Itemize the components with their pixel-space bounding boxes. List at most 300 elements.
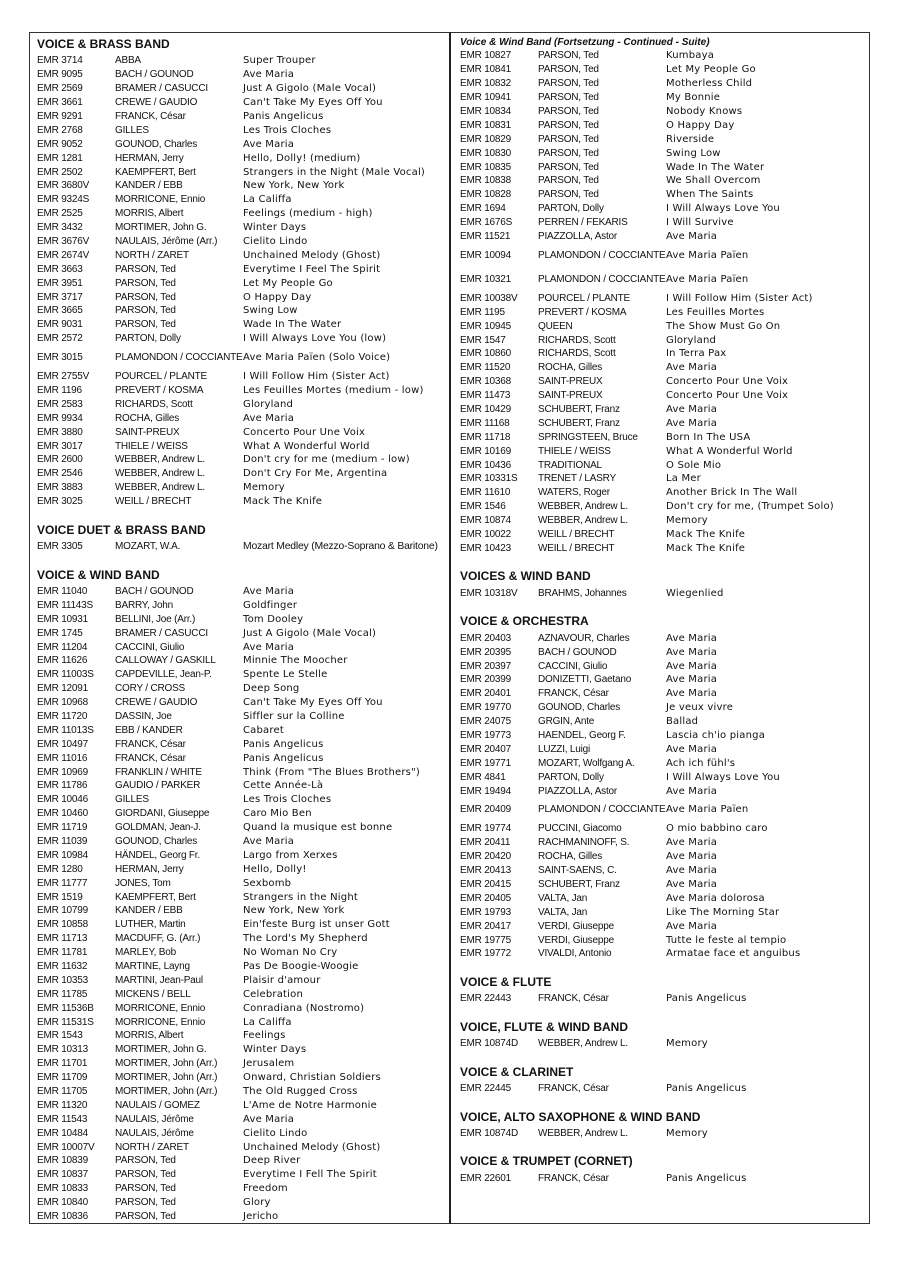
order-code: EMR 10460: [37, 808, 89, 820]
catalog-row: [460, 891, 865, 905]
catalog-row: [37, 304, 449, 318]
section-gap: [460, 1006, 865, 1019]
order-code: EMR 11003S: [37, 669, 94, 681]
composer: RACHMANINOFF, S.: [538, 837, 630, 849]
catalog-row: [460, 444, 865, 458]
order-code: EMR 3680V: [37, 180, 90, 192]
order-code: EMR 10353: [37, 974, 89, 986]
catalog-row: [460, 729, 865, 743]
composer: VIVALDI, Antonio: [538, 948, 612, 960]
catalog-row: [460, 243, 865, 267]
catalog-row: [37, 82, 449, 96]
composer: SPRINGSTEEN, Bruce: [538, 431, 638, 443]
piece-title: Winter Days: [243, 1044, 307, 1056]
catalog-row: [460, 202, 865, 216]
catalog-row: [460, 947, 865, 961]
composer: KANDER / EBB: [115, 180, 183, 192]
composer: RICHARDS, Scott: [115, 398, 193, 410]
catalog-row: [460, 91, 865, 105]
order-code: EMR 11785: [37, 988, 88, 1000]
order-code: EMR 20403: [460, 632, 512, 644]
order-code: EMR 1519: [37, 891, 83, 903]
order-code: EMR 4841: [460, 771, 506, 783]
catalog-row: [460, 528, 865, 542]
catalog-row: [37, 793, 449, 807]
piece-title: Motherless Child: [666, 78, 753, 90]
catalog-row: [37, 165, 449, 179]
composer: MICKENS / BELL: [115, 988, 191, 1000]
catalog-row: [460, 864, 865, 878]
section-title: VOICE & TRUMPET (CORNET): [460, 1154, 633, 1169]
composer: MARTINI, Jean-Paul: [115, 974, 203, 986]
composer: HERMAN, Jerry: [115, 863, 184, 875]
section-gap: [37, 554, 449, 567]
composer: PARSON, Ted: [115, 1169, 176, 1181]
piece-title: Memory: [666, 1127, 708, 1139]
section-gap: [460, 1140, 865, 1153]
order-code: EMR 11610: [460, 487, 511, 499]
piece-title: L'Ame de Notre Harmonie: [243, 1099, 377, 1111]
catalog-row: [37, 1029, 449, 1043]
composer: BELLINI, Joe (Arr.): [115, 613, 196, 625]
composer: PARSON, Ted: [115, 263, 176, 275]
catalog-row: [460, 291, 865, 305]
piece-title: Everytime I Fell The Spirit: [243, 1169, 377, 1181]
catalog-row: [37, 151, 449, 165]
catalog-row: [460, 216, 865, 230]
piece-title: Don't Cry For Me, Argentina: [243, 468, 388, 480]
piece-title: Ave Maria: [666, 646, 718, 658]
catalog-row: [460, 742, 865, 756]
order-code: EMR 19494: [460, 785, 512, 797]
order-code: EMR 12091: [37, 683, 89, 695]
order-code: EMR 10833: [37, 1183, 89, 1195]
catalog-row: [460, 756, 865, 770]
section-title: VOICE & ORCHESTRA: [460, 614, 589, 629]
composer: WEBBER, Andrew L.: [115, 482, 205, 494]
catalog-row: [460, 878, 865, 892]
order-code: EMR 11713: [37, 933, 88, 945]
composer: EBB / KANDER: [115, 724, 183, 736]
composer: PARTON, Dolly: [538, 771, 604, 783]
order-code: EMR 3951: [37, 277, 83, 289]
piece-title: Deep River: [243, 1155, 301, 1167]
catalog-section: [460, 1064, 865, 1096]
order-code: EMR 11320: [37, 1099, 88, 1111]
composer: WEILL / BRECHT: [115, 496, 192, 508]
piece-title: Ave Maria: [666, 785, 718, 797]
catalog-row: [37, 640, 449, 654]
catalog-row: [460, 333, 865, 347]
order-code: EMR 1546: [460, 501, 506, 513]
composer: MACDUFF, G. (Arr.): [115, 933, 201, 945]
catalog-row: [37, 370, 449, 384]
composer: PARSON, Ted: [115, 291, 176, 303]
piece-title: Just A Gigolo (Male Vocal): [243, 83, 377, 95]
composer: MORRIS, Albert: [115, 208, 184, 220]
composer: GOLDMAN, Jean-J.: [115, 822, 201, 834]
piece-title: Sexbomb: [243, 877, 292, 889]
composer: MORTIMER, John (Arr.): [115, 1058, 218, 1070]
composer: FRANCK, César: [538, 1083, 609, 1095]
composer: PARSON, Ted: [538, 175, 599, 187]
piece-title: The Show Must Go On: [666, 320, 781, 332]
order-code: EMR 11720: [37, 710, 88, 722]
composer: HAENDEL, Georg F.: [538, 729, 626, 741]
catalog-row: [37, 123, 449, 137]
order-code: EMR 11013S: [37, 724, 94, 736]
catalog-row: [460, 992, 865, 1006]
piece-title: Les Trois Cloches: [243, 794, 332, 806]
piece-title: Strangers in the Night: [243, 891, 358, 903]
piece-title: Ave Maria: [666, 878, 718, 890]
piece-title: Lascia ch'io pianga: [666, 729, 766, 741]
piece-title: Ave Maria: [243, 138, 295, 150]
catalog-row: [37, 193, 449, 207]
order-code: EMR 2525: [37, 208, 83, 220]
composer: PARSON, Ted: [538, 106, 599, 117]
catalog-section: [460, 613, 865, 961]
order-code: EMR 10429: [460, 404, 512, 416]
piece-title: Gloryland: [666, 334, 717, 346]
composer: PREVERT / KOSMA: [115, 385, 204, 397]
order-code: EMR 11531S: [37, 1016, 94, 1028]
catalog-row: [460, 63, 865, 77]
piece-title: We Shall Overcom: [666, 175, 761, 187]
catalog-section: [37, 522, 449, 554]
order-code: EMR 10038V: [460, 292, 518, 304]
piece-title: Ave Maria: [666, 865, 718, 877]
composer: ROCHA, Gilles: [538, 362, 603, 374]
order-code: EMR 10945: [460, 320, 512, 332]
order-code: EMR 10046: [37, 794, 89, 806]
catalog-section: [460, 36, 865, 555]
catalog-row: [37, 207, 449, 221]
order-code: EMR 2768: [37, 124, 83, 136]
composer: PARSON, Ted: [538, 92, 599, 104]
catalog-row: [37, 932, 449, 946]
order-code: EMR 10838: [460, 175, 512, 187]
catalog-row: [37, 411, 449, 425]
order-code: EMR 10836: [37, 1211, 89, 1223]
piece-title: Born In The USA: [666, 431, 751, 443]
piece-title: Cielito Lindo: [243, 236, 308, 248]
catalog-row: [460, 389, 865, 403]
order-code: EMR 20415: [460, 878, 512, 890]
catalog-row: [37, 765, 449, 779]
composer: FRANCK, César: [115, 111, 186, 122]
catalog-row: [37, 723, 449, 737]
catalog-row: [37, 960, 449, 974]
composer: GILLES: [115, 794, 149, 806]
composer: PARSON, Ted: [538, 161, 599, 173]
composer: FRANCK, César: [538, 993, 609, 1005]
order-code: EMR 2569: [37, 83, 83, 95]
order-code: EMR 2546: [37, 468, 83, 480]
catalog-row: [37, 710, 449, 724]
composer: WEBBER, Andrew L.: [538, 501, 628, 513]
order-code: EMR 1281: [37, 152, 83, 164]
composer: MORRICONE, Ennio: [115, 1002, 206, 1014]
composer: GAUDIO / PARKER: [115, 780, 201, 792]
section-gap: [460, 961, 865, 974]
piece-title: Mack The Knife: [666, 529, 746, 541]
composer: WEBBER, Andrew L.: [538, 1038, 628, 1050]
catalog-row: [460, 230, 865, 244]
order-code: EMR 10840: [37, 1197, 89, 1209]
composer: PARSON, Ted: [115, 1211, 176, 1223]
order-code: EMR 10318V: [460, 587, 518, 599]
composer: CALLOWAY / GASKILL: [115, 655, 216, 667]
catalog-row: [37, 626, 449, 640]
piece-title: Plaisir d'amour: [243, 974, 321, 986]
order-code: EMR 22445: [460, 1083, 512, 1095]
piece-title: O Happy Day: [666, 119, 735, 131]
piece-title: What A Wonderful World: [666, 445, 793, 457]
catalog-section: [460, 1109, 865, 1141]
catalog-row: [460, 146, 865, 160]
catalog-row: [460, 586, 865, 600]
piece-title: Glory: [243, 1197, 271, 1209]
catalog-row: [37, 848, 449, 862]
piece-title: Winter Days: [243, 222, 307, 234]
order-code: EMR 3717: [37, 291, 83, 303]
composer: KAEMPFERT, Bert: [115, 166, 196, 178]
catalog-row: [37, 1210, 449, 1224]
composer: BRAMER / CASUCCI: [115, 83, 208, 95]
order-code: EMR 10841: [460, 64, 512, 76]
catalog-row: [37, 495, 449, 509]
composer: MORRICONE, Ennio: [115, 1016, 206, 1028]
order-code: EMR 3665: [37, 305, 83, 317]
piece-title: Gloryland: [243, 398, 294, 410]
catalog-row: [460, 458, 865, 472]
order-code: EMR 10874D: [460, 1038, 519, 1050]
composer: GIORDANI, Giuseppe: [115, 808, 210, 820]
order-code: EMR 20407: [460, 743, 512, 755]
composer: TRENET / LASRY: [538, 473, 616, 485]
order-code: EMR 19793: [460, 906, 512, 918]
piece-title: Je veux vivre: [666, 702, 734, 714]
piece-title: I Will Follow Him (Sister Act): [666, 292, 813, 304]
composer: JONES, Tom: [115, 877, 171, 889]
catalog-row: [37, 1196, 449, 1210]
piece-title: Ave Maria: [666, 660, 718, 672]
order-code: EMR 20405: [460, 892, 512, 904]
catalog-row: [37, 696, 449, 710]
piece-title: Tutte le feste al tempio: [666, 934, 787, 946]
order-code: EMR 10368: [460, 376, 512, 388]
composer: MORTIMER, John G.: [115, 1044, 207, 1056]
piece-title: Ave Maria Païen: [666, 249, 749, 261]
piece-title: Wade In The Water: [666, 161, 765, 173]
order-code: EMR 19774: [460, 823, 512, 835]
piece-title: Panis Angelicus: [666, 993, 747, 1005]
piece-title: Ave Maria: [243, 835, 295, 847]
piece-title: Swing Low: [243, 305, 298, 317]
composer: FRANCK, César: [538, 1172, 609, 1184]
order-code: EMR 20409: [460, 804, 512, 816]
catalog-row: [460, 798, 865, 822]
order-code: EMR 11786: [37, 780, 88, 792]
catalog-row: [37, 876, 449, 890]
section-gap: [460, 600, 865, 613]
composer: PLAMONDON / COCCIANTE: [538, 804, 666, 816]
composer: PIAZZOLLA, Astor: [538, 785, 618, 797]
composer: PLAMONDON / COCCIANTE: [538, 249, 666, 261]
piece-title: In Terra Pax: [666, 348, 727, 360]
order-code: EMR 9291: [37, 111, 83, 122]
piece-title: New York, New York: [243, 905, 345, 917]
piece-title: Concerto Pour Une Voix: [243, 426, 366, 438]
right-column: [460, 36, 865, 1185]
catalog-row: [460, 1127, 865, 1141]
catalog-row: [460, 105, 865, 119]
catalog-row: [37, 598, 449, 612]
piece-title: When The Saints: [666, 189, 754, 201]
order-code: EMR 20417: [460, 920, 512, 932]
catalog-row: [460, 673, 865, 687]
piece-title: Mack The Knife: [666, 542, 746, 554]
composer: HERMAN, Jerry: [115, 152, 184, 164]
composer: PARSON, Ted: [115, 1155, 176, 1167]
catalog-row: [460, 49, 865, 63]
piece-title: Goldfinger: [243, 599, 298, 611]
piece-title: Ballad: [666, 716, 699, 728]
order-code: EMR 11536B: [37, 1002, 94, 1014]
piece-title: The Lord's My Shepherd: [243, 933, 368, 945]
composer: HÄNDEL, Georg Fr.: [115, 849, 200, 861]
catalog-row: [37, 179, 449, 193]
piece-title: Hello, Dolly!: [243, 863, 307, 875]
composer: ROCHA, Gilles: [115, 412, 180, 424]
order-code: EMR 10831: [460, 119, 512, 131]
catalog-row: [460, 1037, 865, 1051]
piece-title: Ave Maria: [243, 1113, 295, 1125]
piece-title: Concerto Pour Une Voix: [666, 390, 789, 402]
composer: KANDER / EBB: [115, 905, 183, 917]
order-code: EMR 11016: [37, 752, 88, 764]
composer: MOZART, Wolfgang A.: [538, 757, 635, 769]
order-code: EMR 11473: [460, 390, 511, 402]
composer: WEBBER, Andrew L.: [115, 468, 205, 480]
composer: CACCINI, Giulio: [538, 660, 608, 672]
piece-title: I Will Always Love You (low): [243, 333, 387, 345]
composer: PLAMONDON / COCCIANTE: [115, 352, 243, 364]
piece-title: Ave Maria: [666, 674, 718, 686]
order-code: EMR 20411: [460, 837, 511, 849]
catalog-row: [37, 987, 449, 1001]
piece-title: O Happy Day: [243, 291, 312, 303]
piece-title: New York, New York: [243, 180, 345, 192]
piece-title: Ave Maria Païen (Solo Voice): [243, 352, 391, 364]
piece-title: La Mer: [666, 473, 701, 485]
catalog-row: [460, 770, 865, 784]
composer: NAULAIS, Jérôme: [115, 1127, 194, 1139]
composer: RICHARDS, Scott: [538, 334, 616, 346]
piece-title: Ave Maria: [666, 362, 718, 374]
left-column: [37, 36, 449, 1223]
order-code: EMR 10832: [460, 78, 512, 90]
piece-title: Ave Maria Païen: [666, 804, 749, 816]
piece-title: The Old Rugged Cross: [243, 1086, 358, 1097]
catalog-row: [460, 645, 865, 659]
catalog-row: [460, 486, 865, 500]
piece-title: Panis Angelicus: [243, 752, 324, 764]
composer: PARSON, Ted: [538, 133, 599, 145]
catalog-row: [37, 397, 449, 411]
section-gap: [460, 1051, 865, 1064]
order-code: EMR 3883: [37, 482, 83, 494]
composer: WEBBER, Andrew L.: [538, 1127, 628, 1139]
piece-title: Super Trouper: [243, 55, 316, 67]
piece-title: Strangers in the Night (Male Vocal): [243, 166, 426, 178]
composer: SAINT-SAENS, C.: [538, 865, 617, 877]
composer: PERREN / FEKARIS: [538, 217, 628, 229]
catalog-row: [37, 946, 449, 960]
composer: MORRICONE, Ennio: [115, 194, 206, 206]
order-code: EMR 10931: [37, 613, 89, 625]
piece-title: Panis Angelicus: [666, 1083, 747, 1095]
composer: NAULAIS, Jérôme: [115, 1113, 194, 1125]
order-code: EMR 10874D: [460, 1127, 519, 1139]
piece-title: Panis Angelicus: [666, 1172, 747, 1184]
composer: PUCCINI, Giacomo: [538, 823, 622, 835]
order-code: EMR 10984: [37, 849, 89, 861]
order-code: EMR 1745: [37, 627, 83, 639]
composer: KAEMPFERT, Bert: [115, 891, 196, 903]
order-code: EMR 20399: [460, 674, 512, 686]
catalog-row: [460, 715, 865, 729]
order-code: EMR 1196: [37, 385, 82, 397]
piece-title: Les Trois Cloches: [243, 124, 332, 136]
piece-title: Celebration: [243, 988, 304, 1000]
catalog-row: [37, 612, 449, 626]
order-code: EMR 10007V: [37, 1141, 95, 1153]
catalog-row: [37, 110, 449, 124]
piece-title: Riverside: [666, 133, 715, 145]
order-code: EMR 22601: [460, 1172, 512, 1184]
catalog-row: [460, 542, 865, 556]
order-code: EMR 10834: [460, 106, 512, 117]
piece-title: Don't cry for me (medium - low): [243, 454, 410, 466]
catalog-row: [460, 375, 865, 389]
order-code: EMR 9324S: [37, 194, 90, 206]
order-code: EMR 3025: [37, 496, 83, 508]
piece-title: Tom Dooley: [243, 613, 304, 625]
piece-title: Ave Maria: [666, 688, 718, 700]
order-code: EMR 10799: [37, 905, 89, 917]
composer: WEILL / BRECHT: [538, 542, 615, 554]
piece-title: Ave Maria: [243, 69, 295, 81]
catalog-row: [37, 290, 449, 304]
catalog-row: [460, 500, 865, 514]
order-code: EMR 9095: [37, 69, 83, 81]
order-code: EMR 11781: [37, 947, 88, 959]
composer: BRAHMS, Johannes: [538, 587, 627, 599]
piece-title: Deep Song: [243, 683, 300, 695]
catalog-row: [460, 514, 865, 528]
order-code: EMR 19775: [460, 934, 512, 946]
piece-title: Like The Morning Star: [666, 906, 780, 918]
catalog-row: [37, 384, 449, 398]
composer: MARLEY, Bob: [115, 947, 176, 959]
composer: MORRIS, Albert: [115, 1030, 184, 1042]
piece-title: Unchained Melody (Ghost): [243, 249, 381, 261]
composer: CORY / CROSS: [115, 683, 186, 695]
catalog-row: [460, 919, 865, 933]
piece-title: Wade In The Water: [243, 319, 342, 331]
